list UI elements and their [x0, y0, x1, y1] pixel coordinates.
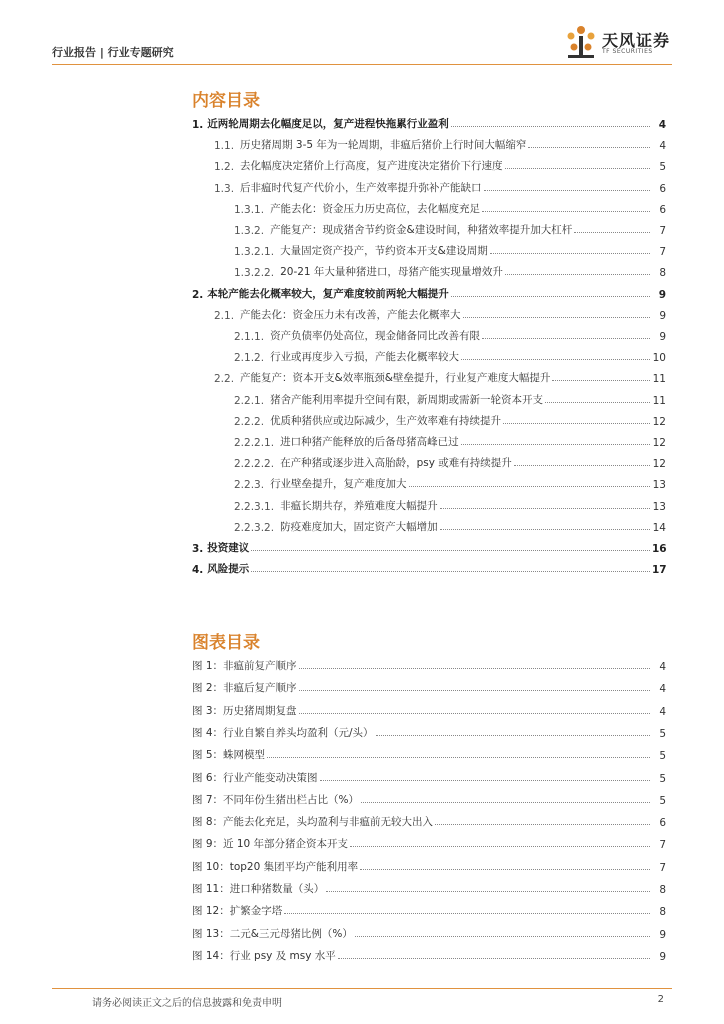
- figure-entry[interactable]: [192, 791, 666, 807]
- toc-entry[interactable]: [214, 157, 666, 173]
- figure-leader-dots: [360, 869, 650, 870]
- toc-entry[interactable]: [192, 560, 666, 576]
- figure-leader-dots: [326, 891, 650, 892]
- toc-entry-page: 7: [659, 246, 666, 259]
- toc-entry-number: 1.3.: [214, 182, 235, 195]
- figure-entry-page: 4: [659, 705, 666, 718]
- toc-entry[interactable]: [234, 263, 666, 279]
- figure-entry-page: 5: [659, 794, 666, 807]
- figure-leader-dots: [435, 824, 650, 825]
- toc-entry-number: 1.3.2.: [234, 225, 265, 237]
- toc-leader-dots: [461, 444, 650, 445]
- figure-entry-text: 图 14：行业 psy 及 msy 水平: [192, 949, 336, 962]
- toc-entry[interactable]: [234, 412, 666, 428]
- toc-leader-dots: [463, 317, 650, 318]
- toc-entry-text: 历史猪周期 3-5 年为一轮周期，非瘟后猪价上行时间大幅缩窄: [240, 139, 527, 152]
- toc-entry-text: 产能复产：现成猪舍节约资金&建设时间，种猪效率提升加大杠杆: [270, 224, 573, 236]
- figure-leader-dots: [376, 735, 650, 736]
- toc-leader-dots: [451, 296, 650, 297]
- toc-entry-page: 6: [659, 182, 666, 195]
- page-header: [52, 20, 672, 66]
- toc-entry-text: 近两轮周期去化幅度足以，复产进程快拖累行业盈利: [207, 118, 449, 130]
- toc-entry[interactable]: [234, 327, 666, 343]
- toc-entry[interactable]: [214, 306, 666, 322]
- toc-entry-text: 后非瘟时代复产代价小，生产效率提升弥补产能缺口: [240, 181, 482, 194]
- figure-entry-page: 4: [659, 661, 666, 673]
- toc-leader-dots: [409, 486, 650, 487]
- toc-entry-text: 投资建议: [207, 542, 250, 554]
- figure-entry[interactable]: [192, 947, 666, 963]
- toc-leader-dots: [451, 126, 650, 127]
- figure-entry-text: 图 3：历史猪周期复盘: [192, 704, 297, 717]
- toc-entry-page: 13: [652, 500, 666, 513]
- toc-leader-dots: [574, 232, 650, 233]
- toc-entry-page: 10: [652, 352, 666, 365]
- toc-entry[interactable]: [214, 369, 666, 385]
- toc-entry-text: 风险提示: [207, 563, 250, 576]
- toc-entry-page: 5: [659, 161, 666, 174]
- toc-entry-number: 1.2.: [214, 161, 235, 174]
- figure-entry[interactable]: [192, 880, 666, 896]
- toc-entry[interactable]: [234, 391, 666, 407]
- toc-entry[interactable]: [234, 518, 666, 534]
- toc-entry-text: 20-21 年大量种猪进口，母猪产能实现量增效升: [280, 266, 503, 279]
- toc-leader-dots: [505, 168, 650, 169]
- toc-entry-text: 产能去化：资金压力历史高位，去化幅度充足: [270, 202, 481, 215]
- figure-entry-page: 5: [659, 772, 666, 785]
- figure-entry-page: 5: [659, 727, 666, 740]
- figure-leader-dots: [338, 958, 650, 959]
- toc-entry-number: 2.2.2.1.: [234, 437, 275, 449]
- toc-entry-page: 4: [659, 140, 666, 153]
- figure-entry[interactable]: [192, 858, 666, 874]
- toc-leader-dots: [528, 147, 650, 148]
- toc-entry-text: 进口种猪产能释放的后备母猪高峰已过: [280, 436, 459, 448]
- toc-leader-dots: [514, 465, 650, 466]
- toc-entry-page: 9: [658, 288, 666, 301]
- figure-leader-dots: [320, 780, 650, 781]
- figure-entry[interactable]: [192, 679, 666, 695]
- toc-entry-page: 12: [652, 458, 666, 471]
- toc-entry-text: 资产负债率仍处高位，现金储备同比改善有限: [270, 330, 481, 342]
- toc-leader-dots: [251, 571, 650, 572]
- tf-flower-logo-icon: [562, 22, 600, 62]
- toc-entry-page: 14: [652, 521, 666, 534]
- figure-entry[interactable]: [192, 925, 666, 941]
- toc-entry-text: 优质种猪供应或边际减少，生产效率难有持续提升: [270, 414, 502, 427]
- footer-page-number: 2: [657, 994, 664, 1005]
- toc-entry[interactable]: [234, 433, 666, 449]
- figure-entry-page: 6: [659, 817, 666, 830]
- toc-leader-dots: [440, 508, 650, 509]
- figure-entry[interactable]: [192, 769, 666, 785]
- figure-entry-page: 7: [659, 861, 666, 874]
- toc-leader-dots: [482, 211, 650, 212]
- toc-entry-number: 2.2.2.: [234, 415, 265, 428]
- toc-entry-text: 产能复产：资本开支&效率瓶颈&壁垒提升，行业复产难度大幅提升: [240, 372, 551, 385]
- footer-divider: [52, 988, 672, 989]
- logo-subtext: TF SECURITIES: [602, 48, 653, 55]
- figure-entry-page: 8: [659, 906, 666, 919]
- toc-entry-text: 大量固定资产投产，节约资本开支&建设周期: [280, 245, 488, 258]
- toc-entry[interactable]: [214, 136, 666, 152]
- toc-entry-number: 2.1.2.: [234, 352, 265, 365]
- toc-entry-number: 1.3.2.2.: [234, 267, 275, 280]
- toc-entry-number: 2.2.3.1.: [234, 500, 275, 513]
- figure-leader-dots: [355, 936, 650, 937]
- figure-entry[interactable]: [192, 746, 666, 762]
- figure-entry[interactable]: [192, 702, 666, 718]
- toc-leader-dots: [490, 253, 650, 254]
- toc-entry-number: 1.: [192, 119, 204, 131]
- figure-entry-page: 9: [659, 950, 666, 963]
- figure-entry-page: 8: [659, 884, 666, 896]
- figure-entry[interactable]: [192, 657, 666, 673]
- toc-entry-number: 2.1.1.: [234, 331, 265, 343]
- figure-entry-text: 图 9：近 10 年部分猪企资本开支: [192, 838, 349, 851]
- toc-entry-page: 12: [652, 437, 666, 449]
- figure-entry[interactable]: [192, 724, 666, 740]
- toc-entry-text: 猪舍产能利用率提升空间有限，新周期或需新一轮资本开支: [270, 393, 544, 406]
- toc-entry[interactable]: [192, 539, 666, 555]
- toc-entry-text: 产能去化：资金压力未有改善，产能去化概率大: [240, 308, 461, 321]
- figure-entry-text: 图 1：非瘟前复产顺序: [192, 660, 297, 672]
- figure-leader-dots: [350, 846, 650, 847]
- figure-entry-text: 图 13：二元&三元母猪比例（%）: [192, 927, 353, 940]
- toc-entry-number: 4.: [192, 564, 204, 577]
- figure-leader-dots: [299, 713, 650, 714]
- toc-entry-number: 2.: [192, 288, 204, 301]
- toc-entry[interactable]: [214, 179, 666, 195]
- toc-entry-page: 4: [658, 119, 666, 131]
- toc-entry-page: 8: [659, 267, 666, 280]
- figure-entry-text: 图 2：非瘟后复产顺序: [192, 682, 297, 695]
- figure-entry-text: 图 11：进口种猪数量（头）: [192, 883, 325, 895]
- toc-entry-page: 17: [652, 564, 667, 577]
- toc-entry-number: 2.1.: [214, 309, 235, 322]
- toc-entry-page: 6: [659, 203, 666, 216]
- toc-title: 内容目录: [192, 91, 260, 111]
- toc-entry-number: 2.2.3.2.: [234, 521, 275, 534]
- figure-entry-text: 图 5：蛛网模型: [192, 749, 266, 762]
- toc-entry-number: 3.: [192, 543, 204, 555]
- footer-disclaimer: 请务必阅读正文之后的信息披露和免责申明: [92, 998, 282, 1009]
- toc-entry-page: 12: [652, 415, 666, 428]
- tf-securities-logo: [562, 22, 672, 62]
- toc-entry[interactable]: [192, 115, 666, 131]
- toc-leader-dots: [484, 190, 650, 191]
- toc-entry-page: 16: [652, 543, 667, 555]
- toc-entry-text: 行业或再度步入亏损，产能去化概率较大: [270, 351, 460, 364]
- figure-leader-dots: [361, 802, 650, 803]
- figure-entry[interactable]: [192, 813, 666, 829]
- figure-entry[interactable]: [192, 902, 666, 918]
- toc-entry-page: 11: [652, 373, 666, 386]
- toc-leader-dots: [251, 550, 650, 551]
- toc-entry-page: 9: [659, 309, 666, 322]
- report-category: 行业报告 | 行业专题研究: [52, 46, 174, 59]
- toc-entry[interactable]: [234, 348, 666, 364]
- toc-entry-number: 2.2.2.2.: [234, 458, 275, 471]
- toc-leader-dots: [440, 529, 650, 530]
- toc-entry-number: 1.1.: [214, 140, 235, 153]
- toc-entry-text: 防疫难度加大，固定资产大幅增加: [280, 520, 438, 533]
- figure-leader-dots: [299, 690, 650, 691]
- toc-leader-dots: [545, 402, 650, 403]
- toc-entry[interactable]: [234, 200, 666, 216]
- toc-entry-number: 1.3.1.: [234, 203, 265, 216]
- toc-leader-dots: [482, 338, 650, 339]
- figure-entry-text: 图 10：top20 集团平均产能利用率: [192, 860, 359, 873]
- toc-entry-number: 2.2.1.: [234, 394, 265, 407]
- toc-entry[interactable]: [234, 221, 666, 237]
- toc-entry-number: 2.2.3.: [234, 479, 265, 492]
- toc-leader-dots: [503, 423, 650, 424]
- toc-entry[interactable]: [234, 242, 666, 258]
- figure-entry-text: 图 12：扩繁金字塔: [192, 905, 283, 918]
- toc-leader-dots: [505, 274, 650, 275]
- toc-entry[interactable]: [234, 454, 666, 470]
- toc-entry-text: 行业壁垒提升，复产难度加大: [270, 478, 407, 491]
- toc-entry-text: 非瘟长期共存，养殖难度大幅提升: [280, 499, 438, 512]
- toc-entry[interactable]: [192, 285, 666, 301]
- figure-leader-dots: [284, 913, 650, 914]
- toc-entry-page: 7: [659, 225, 666, 237]
- figure-entry-text: 图 6：行业产能变动决策图: [192, 771, 318, 784]
- figure-entry-text: 图 4：行业自繁自养头均盈利（元/头）: [192, 726, 374, 739]
- figure-leader-dots: [299, 668, 650, 669]
- figure-entry-page: 4: [659, 683, 666, 696]
- toc-entry-page: 13: [652, 479, 666, 492]
- toc-entry-page: 11: [652, 394, 666, 407]
- figures-title: 图表目录: [192, 633, 260, 653]
- figure-entry-text: 图 8：产能去化充足，头均盈利与非瘟前无较大出入: [192, 816, 434, 829]
- toc-leader-dots: [552, 380, 650, 381]
- toc-entry-text: 本轮产能去化概率较大，复产难度较前两轮大幅提升: [207, 287, 449, 300]
- toc-entry-text: 去化幅度决定猪价上行高度，复产进度决定猪价下行速度: [240, 160, 503, 173]
- toc-leader-dots: [461, 359, 650, 360]
- toc-entry-text: 在产种猪或逐步进入高胎龄，psy 或难有持续提升: [280, 457, 512, 470]
- figure-entry[interactable]: [192, 835, 666, 851]
- logo-text: 天风证券: [602, 31, 671, 50]
- toc-entry-number: 1.3.2.1.: [234, 246, 275, 259]
- toc-entry-number: 2.2.: [214, 373, 235, 386]
- header-divider: [52, 64, 672, 65]
- toc-entry[interactable]: [234, 497, 666, 513]
- figure-entry-text: 图 7：不同年份生猪出栏占比（%）: [192, 793, 359, 806]
- figure-entry-page: 5: [659, 750, 666, 763]
- figure-leader-dots: [267, 757, 650, 758]
- figure-entry-page: 9: [659, 928, 666, 941]
- toc-entry-page: 9: [659, 331, 666, 343]
- toc-entry[interactable]: [234, 475, 666, 491]
- figure-entry-page: 7: [659, 839, 666, 852]
